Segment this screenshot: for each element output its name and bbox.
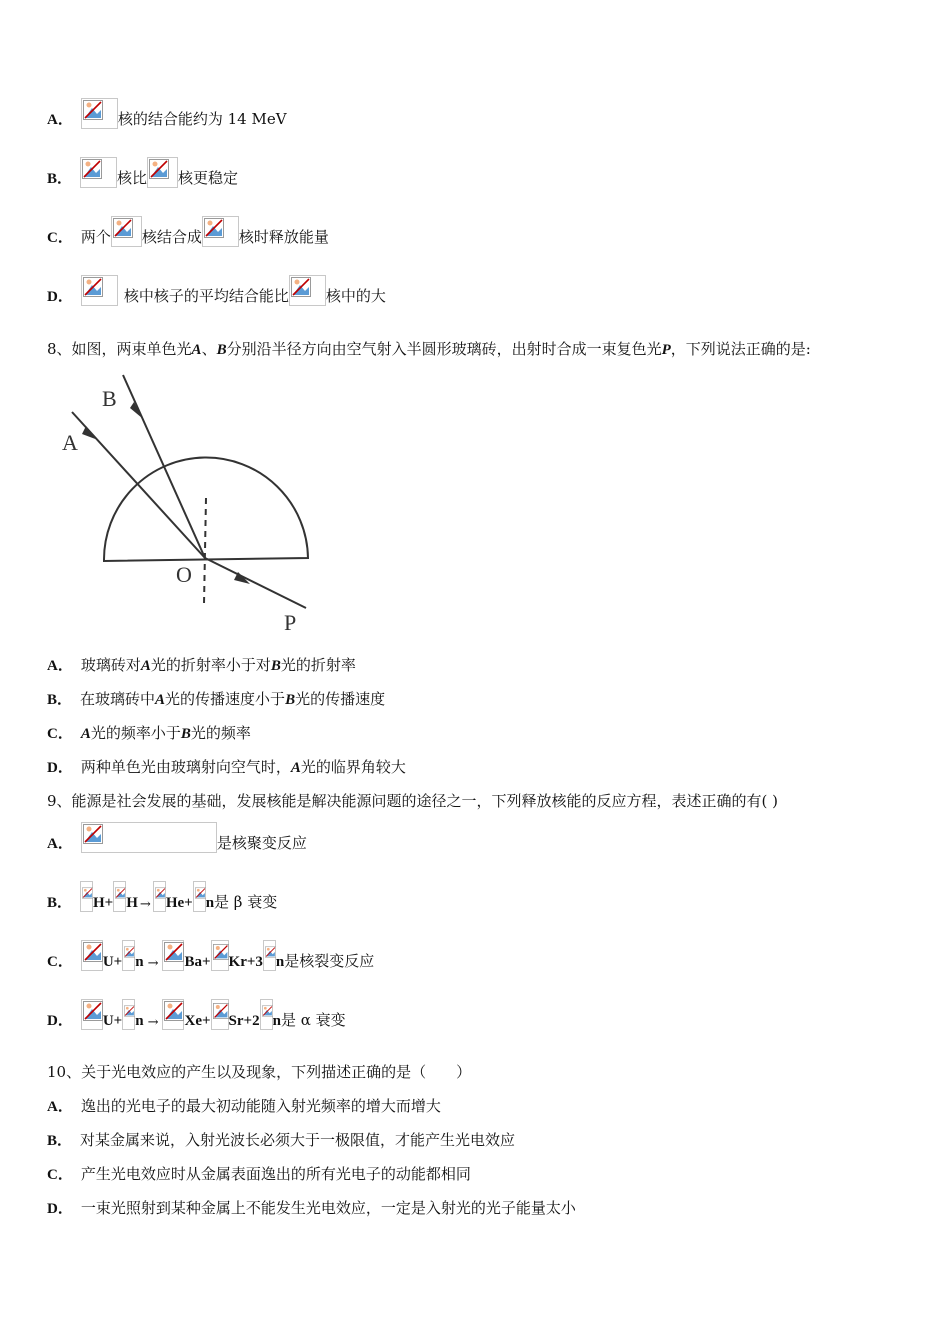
equation-part: H [126, 895, 138, 911]
nuclide-image-icon [122, 999, 135, 1030]
option-label: B． [47, 171, 73, 187]
stem-var: P [661, 342, 671, 358]
q10-option-d [47, 1197, 576, 1218]
stem-text: 分别沿半径方向由空气射入半圆形玻璃砖，出射时合成一束复色光 [226, 340, 662, 358]
option-text: 核时释放能量 [238, 228, 329, 246]
reaction-arrow: → [147, 1015, 159, 1030]
q10-stem [47, 1061, 471, 1082]
option-label: D． [47, 1013, 73, 1029]
option-var: A [140, 658, 151, 674]
q8-option-d [47, 756, 406, 777]
ray-p [205, 558, 306, 608]
nuclide-image-icon [211, 940, 229, 971]
option-text: 核中的大 [325, 287, 386, 305]
q8-stem [47, 338, 811, 359]
stem-text: 9、能源是社会发展的基础，发展核能是解决能源问题的途径之一，下列释放核能的反应方程，表述正确的有( ) [47, 792, 779, 810]
q7-option-a [47, 98, 287, 129]
option-text: 两种单色光由玻璃射向空气时， [80, 758, 291, 776]
formula-image-icon [202, 216, 239, 247]
option-text: 光的传播速度小于 [165, 690, 286, 708]
formula-image-icon [81, 275, 118, 306]
option-label: A． [47, 658, 73, 674]
q7-option-d [47, 275, 386, 306]
nuclide-image-icon [260, 999, 273, 1030]
formula-image-icon [147, 157, 178, 188]
q8-option-a [47, 654, 356, 675]
q10-option-c [47, 1163, 471, 1184]
option-label: C． [47, 954, 73, 970]
nuclide-image-icon [122, 940, 135, 971]
nuclide-image-icon [211, 999, 229, 1030]
arrow-a [82, 426, 98, 440]
q8-option-b [47, 688, 385, 709]
equation-part: n [205, 895, 215, 911]
nuclide-image-icon [162, 999, 184, 1030]
option-text: 核的结合能约为 14 MeV [117, 110, 287, 128]
option-text: 是核聚变反应 [216, 834, 307, 852]
equation-part: U+ [102, 1013, 123, 1029]
option-label: D． [47, 1201, 73, 1217]
q7-option-b [47, 157, 238, 188]
option-text: 核中核子的平均结合能比 [123, 287, 289, 305]
q9-option-b [47, 881, 277, 912]
option-text: 在玻璃砖中 [80, 690, 156, 708]
formula-image-icon [289, 275, 326, 306]
stem-var: B [216, 342, 227, 358]
normal-line [204, 498, 206, 604]
option-text: 光的传播速度 [295, 690, 386, 708]
stem-text: 8、如图，两束单色光 [47, 340, 192, 358]
nuclide-image-icon [80, 881, 93, 912]
option-text: 是核裂变反应 [284, 952, 375, 970]
option-var: B [180, 726, 191, 742]
nuclide-image-icon [113, 881, 126, 912]
equation-part: n [135, 954, 144, 970]
formula-image-icon [111, 216, 142, 247]
nuclide-image-icon [193, 881, 206, 912]
formula-image-icon [81, 98, 118, 129]
equation-part: n [135, 1013, 144, 1029]
option-text: 光的折射率 [280, 656, 356, 674]
option-var: A [155, 692, 166, 708]
option-text: 核结合成 [141, 228, 202, 246]
option-label: D． [47, 289, 73, 305]
semicircle-glass-figure [50, 372, 320, 640]
nuclide-image-icon [81, 940, 103, 971]
option-label: B． [47, 895, 73, 911]
option-text: 一束光照射到某种金属上不能发生光电效应，一定是入射光的光子能量太小 [80, 1199, 576, 1217]
q9-option-c [47, 940, 374, 971]
nuclide-image-icon [81, 999, 103, 1030]
label-p: P [284, 610, 297, 635]
q8-option-c [47, 722, 251, 743]
option-label: D． [47, 760, 73, 776]
option-text: 是 α 衰变 [280, 1011, 346, 1029]
ray-b [123, 375, 205, 558]
option-label: A． [47, 112, 73, 128]
option-label: A． [47, 836, 73, 852]
option-text: 玻璃砖对 [80, 656, 141, 674]
option-label: C． [47, 1167, 73, 1183]
q10-option-b [47, 1129, 515, 1150]
stem-text: 10、关于光电效应的产生以及现象，下列描述正确的是（ ） [47, 1063, 472, 1081]
nuclide-image-icon [263, 940, 276, 971]
option-label: A． [47, 1099, 73, 1115]
option-text: 产生光电效应时从金属表面逸出的所有光电子的动能都相同 [80, 1165, 471, 1183]
equation-part: Kr+3 [228, 954, 263, 970]
q10-option-a [47, 1095, 441, 1116]
formula-image-icon [81, 822, 217, 853]
option-var: B [270, 658, 281, 674]
option-var: A [290, 760, 301, 776]
label-a: A [62, 430, 78, 455]
option-label: C． [47, 230, 73, 246]
q9-option-d [47, 999, 346, 1030]
stem-text: 、 [201, 340, 217, 358]
equation-part: n [275, 954, 285, 970]
nuclide-image-icon [153, 881, 166, 912]
option-label: C． [47, 726, 73, 742]
option-text: 核比 [117, 169, 148, 187]
option-text: 核更稳定 [178, 169, 239, 187]
option-text: 光的频率小于 [90, 724, 181, 742]
q9-stem [47, 790, 778, 811]
reaction-arrow: → [139, 897, 151, 912]
option-text: 光的折射率小于对 [150, 656, 271, 674]
equation-part: U+ [102, 954, 123, 970]
option-text: 是 β 衰变 [214, 893, 278, 911]
option-var: A [80, 726, 91, 742]
option-text: 两个 [80, 228, 111, 246]
reaction-arrow: → [147, 956, 159, 971]
option-label: B． [47, 692, 73, 708]
stem-var: A [191, 342, 202, 358]
equation-part: n [272, 1013, 281, 1029]
option-var: B [285, 692, 296, 708]
nuclide-image-icon [162, 940, 184, 971]
stem-text: ，下列说法正确的是: [670, 340, 811, 358]
equation-part: Ba+ [184, 954, 211, 970]
equation-part: Xe+ [184, 1013, 211, 1029]
formula-image-icon [80, 157, 117, 188]
option-text: 光的频率 [190, 724, 251, 742]
option-label: B． [47, 1133, 73, 1149]
label-o: O [176, 562, 192, 587]
q9-option-a [47, 822, 307, 853]
option-text: 光的临界角较大 [300, 758, 406, 776]
equation-part: H+ [93, 895, 114, 911]
label-b: B [102, 386, 117, 411]
q7-option-c [47, 216, 329, 247]
option-text: 对某金属来说，入射光波长必须大于一极限值，才能产生光电效应 [80, 1131, 516, 1149]
equation-part: He+ [165, 895, 193, 911]
option-text: 逸出的光电子的最大初动能随入射光频率的增大而增大 [80, 1097, 441, 1115]
equation-part: Sr+2 [228, 1013, 260, 1029]
